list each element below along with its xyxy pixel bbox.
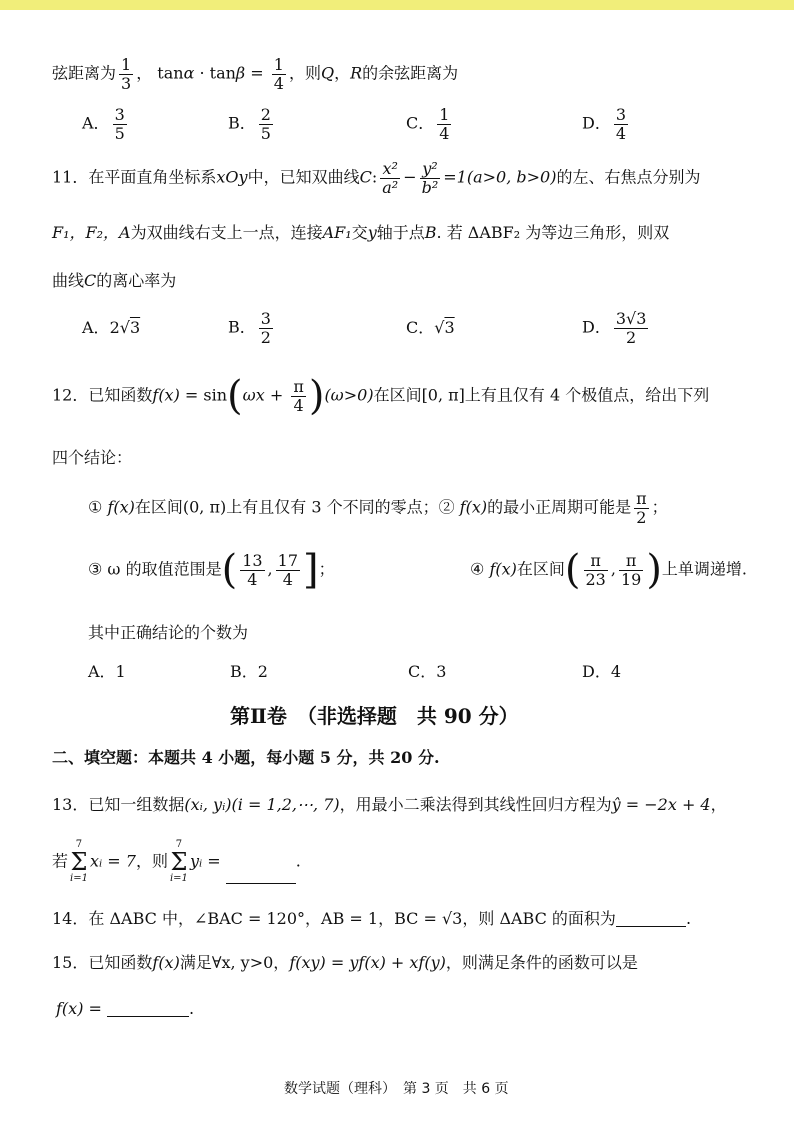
q10-option-d[interactable]: D． $\frac{3}{4}$	[582, 105, 627, 143]
sum-symbol-2: 7 Σ i=1	[169, 839, 188, 884]
q10-alpha: α	[183, 63, 195, 83]
q10-text-b: ， tan	[136, 63, 184, 83]
q11-option-a[interactable]: A．2√3	[82, 318, 141, 337]
q10-R: R	[350, 63, 363, 83]
q12-option-a[interactable]: A．1	[88, 662, 126, 681]
q10-option-a[interactable]: A． $\frac{3}{5}$	[82, 105, 125, 143]
q10-Q: Q	[320, 63, 335, 83]
q10-dot: · tan	[194, 63, 236, 83]
q15-line1: 15．已知函数f(x)满足∀x, y>0，f(xy) = yf(x) + xf(y)，则满足条件的函数可以是	[52, 953, 638, 972]
q15-number: 15．	[52, 953, 89, 972]
q11-line2: F₁，F₂，A为双曲线右支上一点，连接AF₁交y轴于点B. 若 ΔABF₂ 为等边三角形，则双	[52, 223, 670, 242]
top-scan-strip	[0, 0, 794, 10]
q11-number: 11．	[52, 167, 89, 187]
q11-line3: 曲线C的离心率为	[52, 271, 177, 290]
q12-conclusion-1-2: ① f(x)在区间(0, π)上有且仅有 3 个不同的零点；② f(x)的最小正周期可能是 $\frac{\pi}{2}$ ；	[88, 489, 668, 527]
section-heading: 二、填空题：本题共 4 小题，每小题 5 分，共 20 分.	[52, 748, 440, 767]
part2-title: 第Ⅱ卷 （非选择题 共 90 分）	[230, 704, 519, 728]
q12-number: 12．	[52, 385, 89, 405]
q12-option-c[interactable]: C．3	[408, 662, 447, 681]
q10-text-c: ，则	[288, 63, 321, 83]
q10-stem	[52, 56, 458, 92]
q13-answer-blank[interactable]	[226, 865, 296, 884]
q12-line2: 四个结论：	[52, 448, 133, 467]
q15-answer-blank[interactable]	[107, 998, 189, 1017]
q14-number: 14．	[52, 909, 89, 928]
q11-frac-x: $\frac{\text{x²}}{\text{a²}}$	[382, 159, 399, 197]
q10-fraction-2: $\frac{1}{4}$	[273, 55, 284, 93]
q10-text-d: 的余弦距离为	[362, 63, 459, 83]
q11-option-c[interactable]: C．√3	[406, 318, 455, 337]
q10-fraction-1: $\frac{1}{3}$	[121, 55, 132, 93]
q13-line1: 13．已知一组数据(xᵢ, yᵢ)(i = 1,2,⋯, 7)，用最小二乘法得到其线性回归方程为ŷ = −2x + 4，	[52, 795, 727, 814]
page-footer: 数学试题（理科） 第 3 页 共 6 页	[284, 1081, 509, 1097]
sum-symbol-1: 7 Σ i=1	[70, 839, 88, 884]
q15-line2: f(x) = .	[56, 999, 195, 1018]
q14-answer-blank[interactable]	[616, 908, 686, 927]
q11-option-b[interactable]: B． $\frac{3}{2}$	[228, 309, 271, 347]
q13-line2: 若 7 Σ i=1 xᵢ = 7，则 7 Σ i=1 yᵢ = .	[52, 839, 301, 884]
q12-option-d[interactable]: D．4	[582, 662, 622, 681]
q12-conclusion-4: ④ f(x)在区间( $\frac{\pi}{23}$ , $\frac{\pi}{19}$ )上单调递增.	[470, 547, 748, 593]
q10-comma: ，	[334, 63, 351, 83]
q12-option-b[interactable]: B．2	[230, 662, 268, 681]
q14-line: 14．在 ΔABC 中，∠BAC = 120°，AB = 1，BC = √3，则 ΔABC 的面积为 .	[52, 909, 692, 928]
q12-line1: 12．已知函数f(x) = sin(ωx + $\frac{\pi}{4}$ )(ω>0)在区间[0, π]上有且仅有 4 个极值点，给出下列	[52, 373, 710, 419]
q11-frac-y: $\frac{\text{y²}}{\text{b²}}$	[421, 159, 439, 197]
q12-conclusion-3: ③ ω 的取值范围是( $\frac{13}{4}$ , $\frac{17}{4}$ ]；	[88, 547, 335, 593]
q10-beta: β	[235, 63, 246, 83]
q10-text-a: 弦距离为	[52, 63, 117, 83]
q11-line1: 11．在平面直角坐标系xOy中，已知双曲线C: $\frac{\text{x²}}{\text{a²}}$ − $\frac{\text{y²}}{\text{b²}}$ =1(a>0, b>0)的左、右焦点分别为	[52, 159, 701, 197]
q12-line5: 其中正确结论的个数为	[88, 623, 249, 642]
q13-number: 13．	[52, 795, 89, 814]
q10-eq: =	[245, 63, 269, 83]
q10-option-c[interactable]: C． $\frac{1}{4}$	[406, 105, 450, 143]
q11-option-d[interactable]: D． $\frac{3√3}{2}$	[582, 309, 647, 347]
q10-option-b[interactable]: B． $\frac{2}{5}$	[228, 105, 271, 143]
